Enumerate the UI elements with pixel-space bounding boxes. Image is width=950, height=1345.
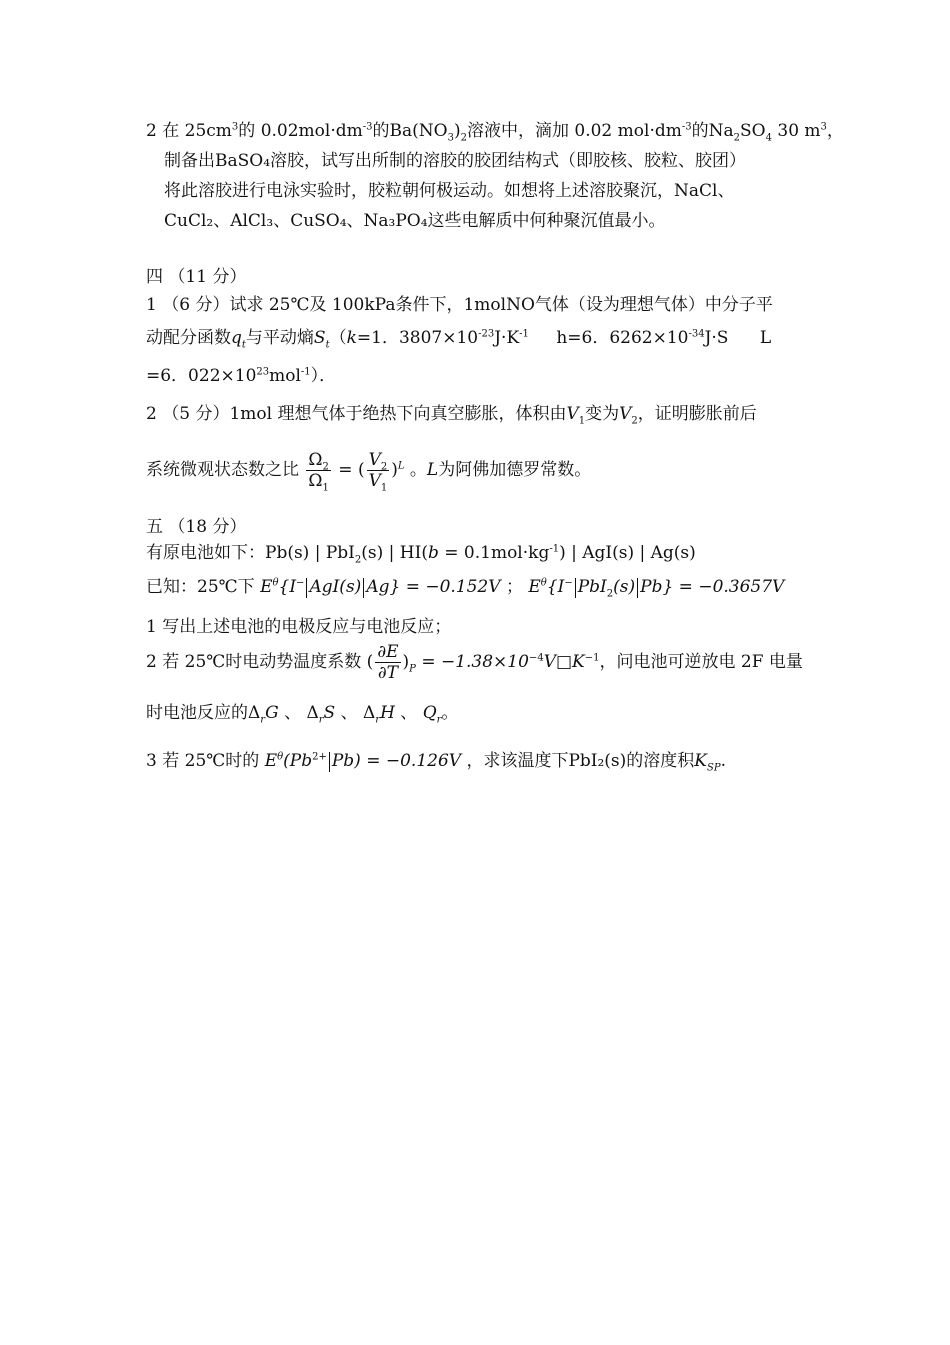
- q2-number: 2: [146, 121, 157, 141]
- temp-coefficient-fraction: $\frac{\partial E}{\partial T}$: [377, 642, 399, 683]
- s4-q1-line-2: 动配分函数$q_t$与平动熵$S_t(k=1$．$3807\times 10^{-23}J\cdot K^{-1}$ h=6．$6262\times 10^{-34}J\cdot S$ L: [146, 328, 772, 351]
- s4-q2-line-1: 2 （5 分）1mol 理想气体于绝热下向真空膨胀，体积由$V_1$变为$V_2$，证明膨胀前后: [146, 404, 757, 427]
- volume-ratio-fraction: $\frac{V_2}{V_1}$: [368, 450, 388, 494]
- s5-q2-line-1: 2 若 25℃时电动势温度系数 ( $\frac{\partial E}{\partial T}$ )$_P$ = $-1.38\times 10^{-4}V□K^{-1}$，问电池可逆放电 2F 电量: [146, 642, 803, 683]
- q2-line-3: 将此溶胶进行电泳实验时，胶粒朝何极运动。如想将上述溶胶聚沉，NaCl、: [164, 181, 735, 201]
- q2-line-4: CuCl₂、AlCl₃、CuSO₄、Na₃PO₄这些电解质中何种聚沉值最小。: [164, 211, 666, 231]
- s4-q2-line-2: 系统微观状态数之比 $\frac{\Omega_2}{\Omega_1}$ = ( $\frac{V_2}{V_1}$ )$^L$ 。L为阿佛加德罗常数。: [146, 450, 592, 494]
- s4-q1-line-3: =6．$022\times 10^{23}mol^{-1}$）．: [146, 366, 337, 386]
- s5-q2-line-2: 时电池反应的$\Delta_rG$ 、 $\Delta_rS$ 、 $\Delta_rH$ 、 $Q_r$。: [146, 703, 459, 726]
- section-5-heading: 五 （18 分）: [146, 517, 247, 537]
- q2-line-2: 制备出BaSO₄溶胶，试写出所制的溶胶的胶团结构式（即胶核、胶粒、胶团）: [164, 151, 747, 171]
- s5-q3: 3 若 25℃时的 $E^\theta(Pb^{2+}$ Pb) = −0.126V ，求该温度下PbI₂(s)的溶度积$K_{SP}$.: [146, 751, 726, 774]
- omega-ratio-fraction: $\frac{\Omega_2}{\Omega_1}$: [308, 450, 329, 494]
- s5-known-line: 已知：25℃下 $E^\theta\{I^-$ AgI(s) Ag} = −0.152V ； $E^\theta\{I^-$ PbI$_2$(s) Pb} = −0.3657V: [146, 577, 785, 600]
- s5-cell-line: 有原电池如下：Pb(s) | PbI$_2$(s) | $HI(b = 0.1mol\cdot kg^{-1})$ | AgI(s) | Ag(s): [146, 543, 696, 566]
- section-4-heading: 四 （11 分）: [146, 267, 247, 287]
- s4-q1-line-1: 1 （6 分）试求 25℃及 100kPa条件下，1molNO气体（设为理想气体）中分子平: [146, 295, 773, 315]
- s5-q1: 1 写出上述电池的电极反应与电池反应；: [146, 617, 452, 637]
- q2-line-1: 2 在 $25cm^3$的 $0.02mol\cdot dm^{-3}$的$Ba(NO_3)_2$溶液中，滴加 0.02 $mol\cdot dm^{-3}$的$Na_2SO_4$ 30 $m^3$，: [146, 121, 844, 144]
